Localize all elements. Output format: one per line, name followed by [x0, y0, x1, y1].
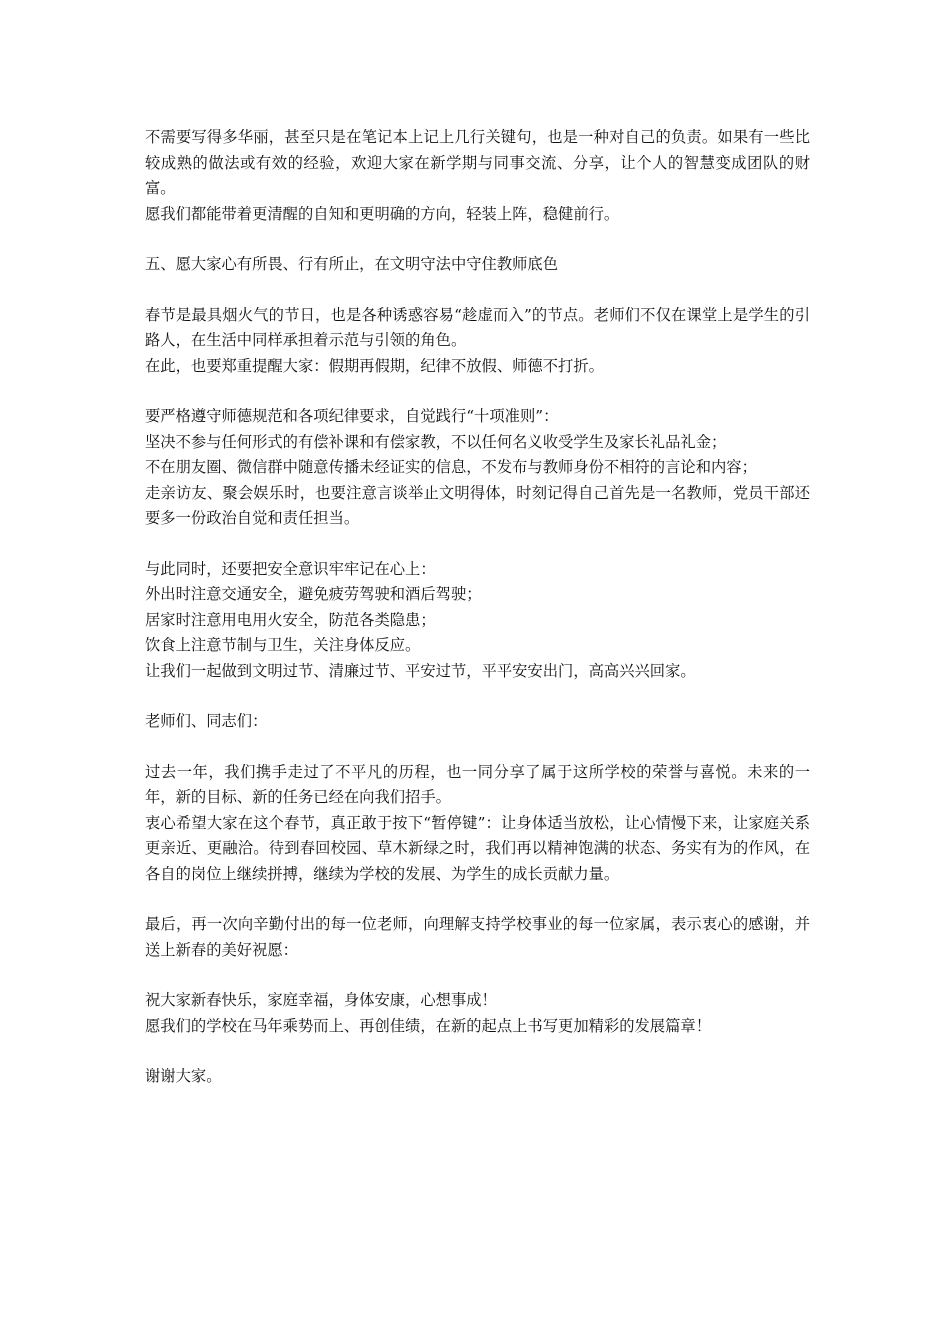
paragraph: 不需要写得多华丽，甚至只是在笔记本上记上几行关键句，也是一种对自己的负责。如果有一些比较成熟的做法或有效的经验，欢迎大家在新学期与同事交流、分享，让个人的智慧变成团队的财富。	[145, 128, 810, 197]
wish-line: 愿我们的学校在马年乘势而上、再创佳绩，在新的起点上书写更加精彩的发展篇章！	[145, 1016, 711, 1035]
paragraph-gap	[145, 278, 810, 303]
paragraph: 要严格遵守师德规范和各项纪律要求，自觉践行“十项准则”：	[145, 407, 559, 425]
list-item: 坚决不参与任何形式的有偿补课和有偿家教，不以任何名义收受学生及家长礼品礼金；	[145, 432, 727, 451]
section-heading: 五、愿大家心有所畏、行有所止，在文明守法中守住教师底色	[145, 255, 559, 273]
document-body	[145, 125, 810, 1090]
list-item: 饮食上注意节制与卫生，关注身体反应。	[145, 636, 421, 654]
paragraph-gap	[145, 379, 810, 404]
list-item: 外出时注意交通安全，避免疲劳驾驶和酒后驾驶；	[145, 585, 482, 603]
closing-line: 谢谢大家。	[145, 1067, 222, 1085]
paragraph-gap	[145, 684, 810, 709]
salutation: 老师们、同志们：	[145, 712, 268, 730]
paragraph: 愿我们都能带着更清醒的自知和更明确的方向，轻装上阵，稳健前行。	[145, 204, 620, 223]
wish-line: 祝大家新春快乐，家庭幸福，身体安康，心想事成！	[145, 991, 497, 1009]
paragraph-gap	[145, 227, 810, 252]
paragraph: 在此，也要郑重提醒大家：假期再假期，纪律不放假、师德不打折。	[145, 356, 604, 375]
list-item: 不在朋友圈、微信群中随意传播未经证实的信息，不发布与教师身份不相符的言论和内容；	[145, 458, 757, 476]
paragraph-gap	[145, 963, 810, 988]
paragraph: 春节是最具烟火气的节日，也是各种诱惑容易“趁虚而入”的节点。老师们不仅在课堂上是学生的引路人，在生活中同样承担着示范与引领的角色。	[145, 305, 810, 349]
paragraph: 与此同时，还要把安全意识牢牢记在心上：	[145, 559, 436, 578]
paragraph: 过去一年，我们携手走过了不平凡的历程，也一同分享了属于这所学校的荣誉与喜悦。未来的一年，新的目标、新的任务已经在向我们招手。	[145, 762, 810, 806]
list-item: 居家时注意用电用火安全，防范各类隐患；	[145, 610, 436, 629]
paragraph: 衷心希望大家在这个春节，真正敢于按下“暂停键”：让身体适当放松，让心情慢下来，让家庭关系更亲近、更融洽。待到春回校园、草木新绿之时，我们再以精神饱满的状态、务实有为的作风，在各自的岗位上继续拼搏，继续为学校的发展、为学生的成长贡献力量。	[145, 813, 810, 883]
paragraph-gap	[145, 532, 810, 557]
paragraph-gap	[145, 735, 810, 760]
paragraph: 最后，再一次向辛勤付出的每一位老师，向理解支持学校事业的每一位家属，表示衷心的感谢，并送上新春的美好祝愿：	[145, 915, 810, 959]
list-item: 走亲访友、聚会娱乐时，也要注意言谈举止文明得体，时刻记得自己首先是一名教师，党员干部还要多一份政治自觉和责任担当。	[145, 483, 810, 527]
paragraph-gap	[145, 1039, 810, 1064]
paragraph-gap	[145, 887, 810, 912]
paragraph: 让我们一起做到文明过节、清廉过节、平安过节，平平安安出门，高高兴兴回家。	[145, 661, 696, 680]
